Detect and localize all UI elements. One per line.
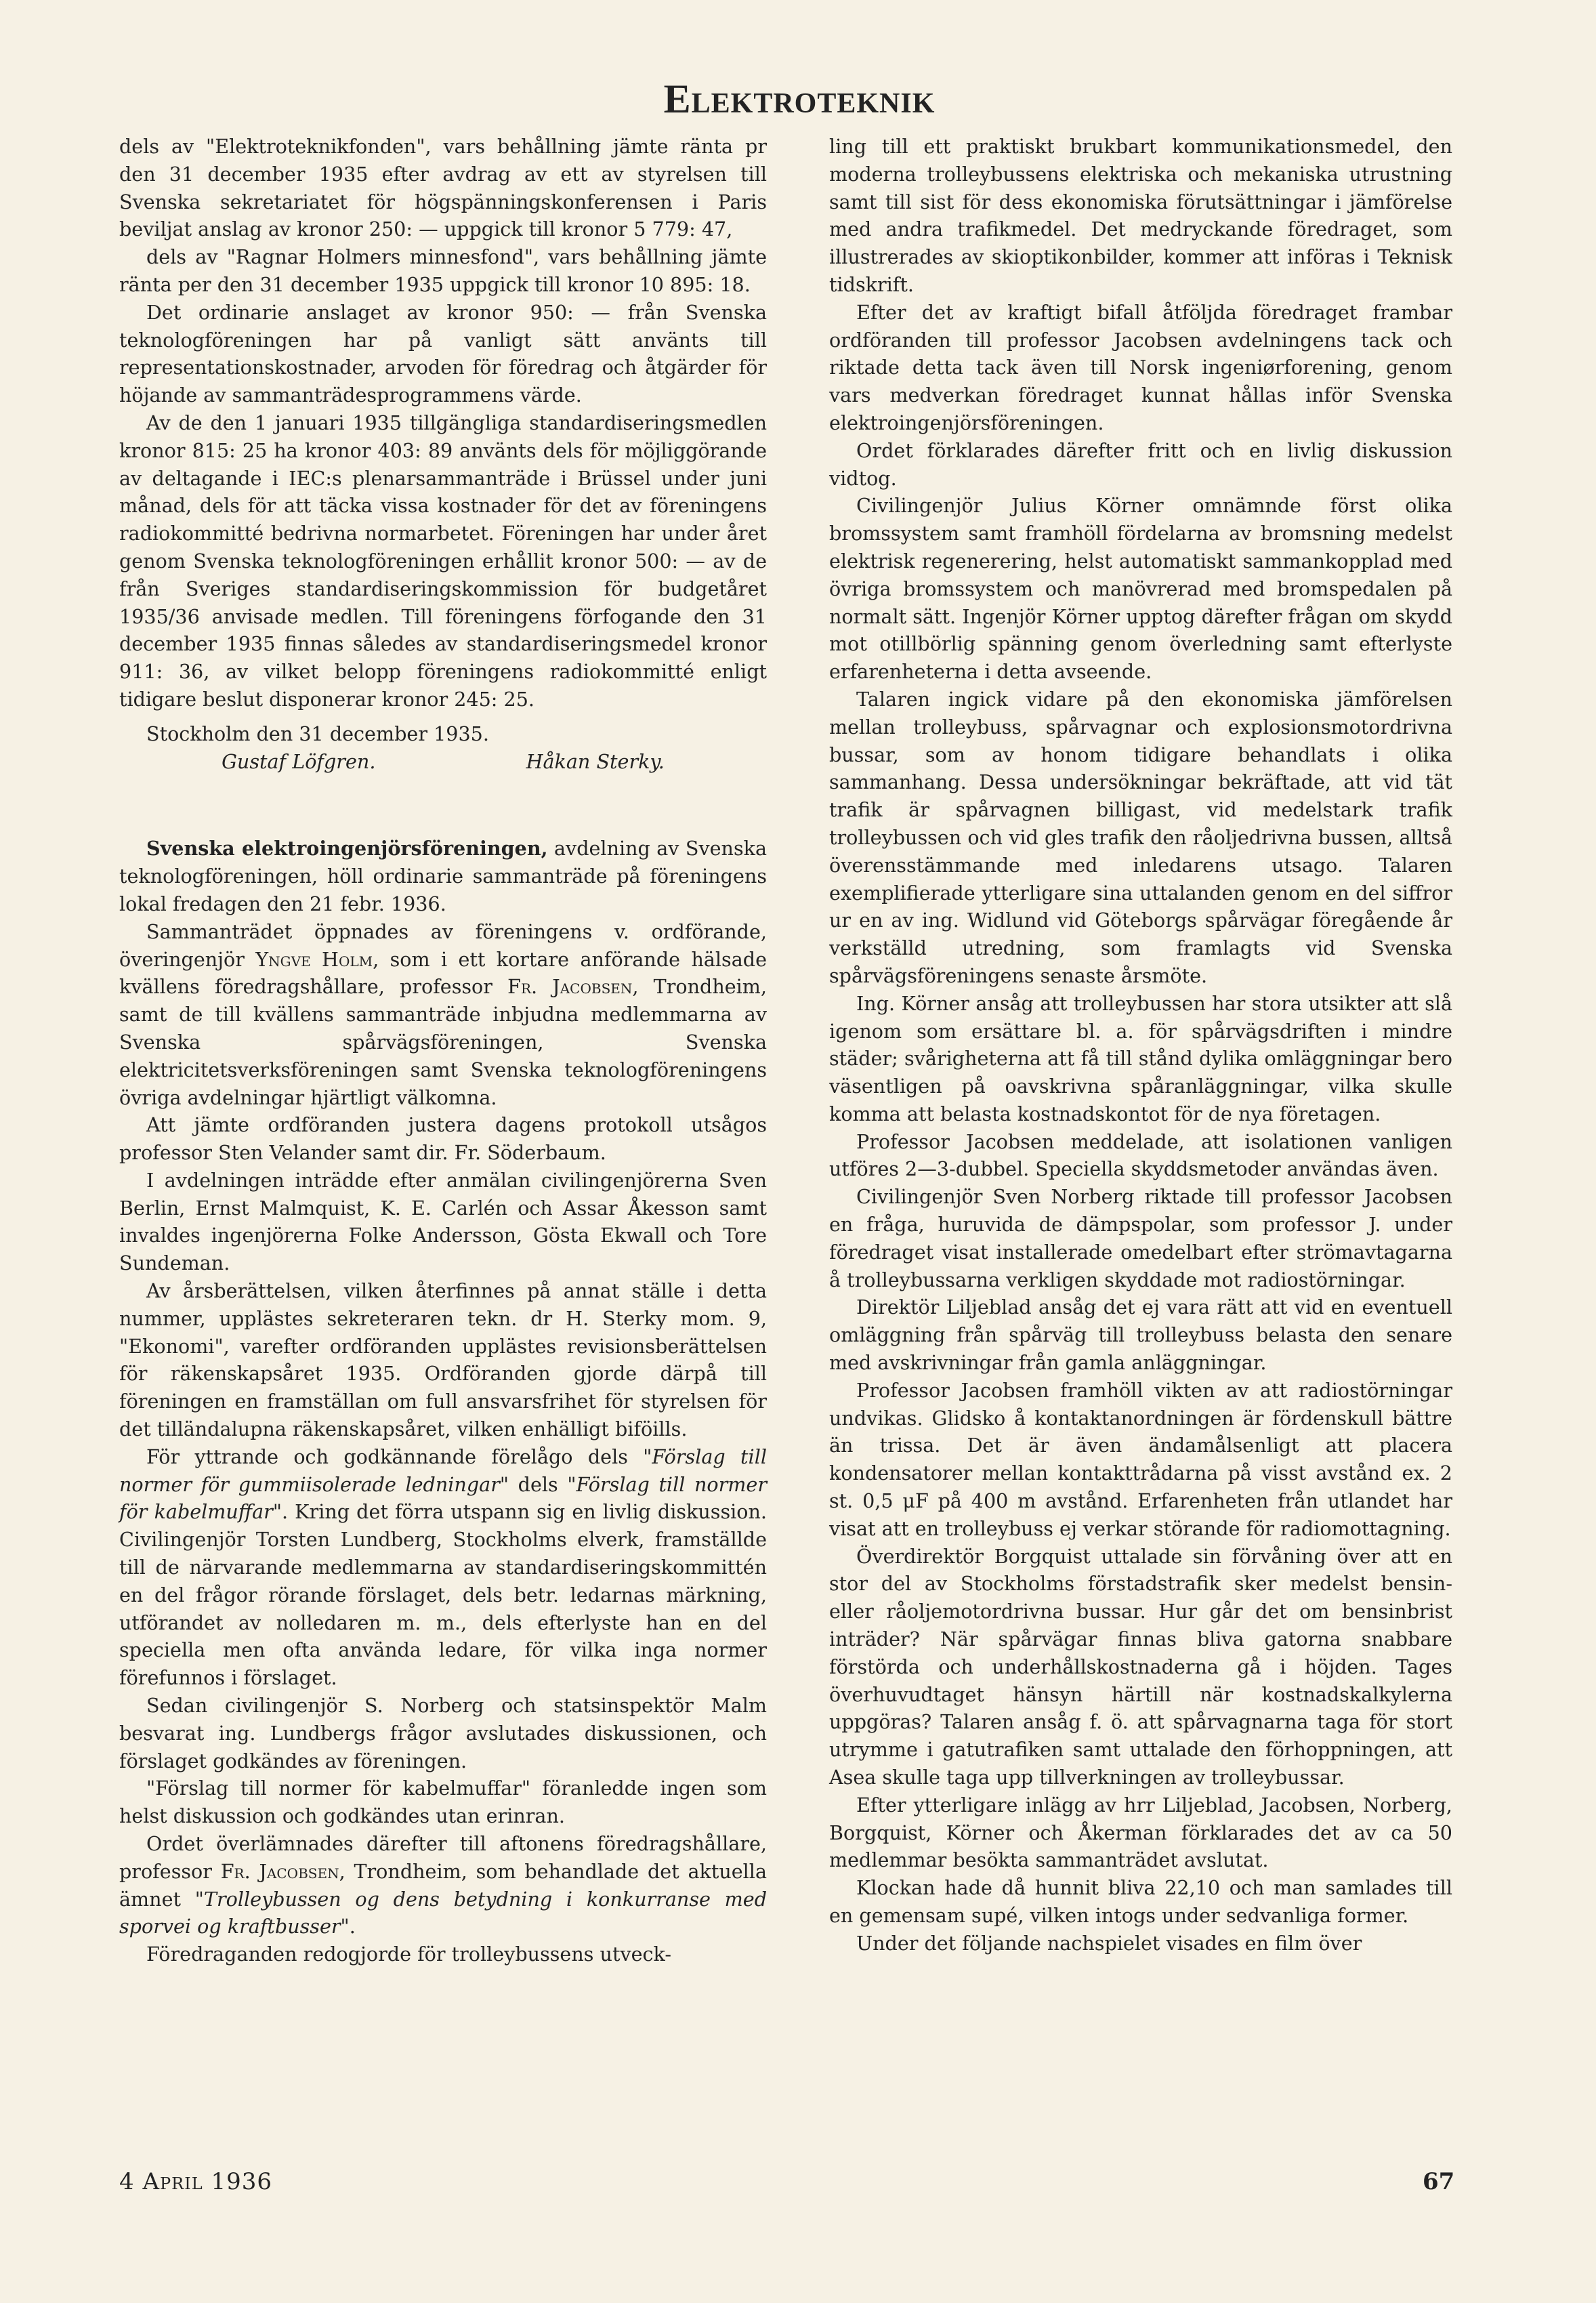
text-run: . Kring det förra utspann sig en livlig diskussion. Civilingenjör Torsten Lundberg, Stockholms elverk, framställde till de närvarande medlemmarna av standardiseringskommittén en del frågor rörande förslaget, dels betr. ledarnas märkning, utförandet av nolledaren m. m., dels efterlyste han en del speciella men ofta använda ledare, för vilka inga normer förefunnos i förslaget. (119, 1500, 767, 1690)
paragraph (119, 1830, 767, 1941)
paragraph: Klockan hade då hunnit bliva 22,10 och man samlades till en gemensam supé, vilken intogs under sedvanliga former. (829, 1876, 1452, 1927)
paragraph: Av årsberättelsen, vilken återfinnes på annat ställe i detta nummer, upplästes sekreteraren tekn. dr H. Sterky mom. 9, "Ekonomi", varefter ordföranden upplästes revisionsberättelsen för räkenskapsåret 1935. Ordföranden gjorde därpå till föreningen en framställan om full ansvarsfrihet för styrelsen för det tilländalupna räkenskapsåret, vilken enhälligt biföills. (119, 1279, 767, 1441)
person-name: Fr. Jacobsen (220, 1859, 339, 1883)
text-run: , som i ett kortare anförande hälsade kvällens föredragshållare, professor (119, 947, 768, 999)
text-run: Ordet överlämnades därefter till aftonens föredragshållare, professor (119, 1832, 767, 1883)
page-number: 67 (1423, 2168, 1455, 2195)
paragraph: Ing. Körner ansåg att trolleybussen har stora utsikter att slå igenom som ersättare bl. a. för spårvägsdriften i mindre städer; svårigheterna att få till stånd dylika omläggningar bero väsentligen på oavskrivna spåranläggningar, vilka skulle komma att belasta kostnadskontot för de nya företagen. (829, 991, 1452, 1125)
paragraph: ling till ett praktiskt brukbart kommunikationsmedel, den moderna trolleybussens elektriska och mekaniska utrustning samt till sist för dess ekonomiska förutsättningar i jämförelse med andra trafikmedel. Det medryckande föredraget, som illustrerades av skioptikonbilder, kommer att införas i Teknisk tidskrift. (829, 135, 1452, 296)
paragraph: Av de den 1 januari 1935 tillgängliga standardiseringsmedlen kronor 815: 25 ha kronor 403: 89 använts dels för möjliggörande av deltagande i IEC:s plenarsammanträde i Brüssel under juni månad, dels för att täcka vissa kostnader för det av föreningens radiokommitté bedrivna normarbetet. Föreningen har under året genom Svenska teknologföreningen erhållit kronor 500: — av de från Sveriges standardiseringskommission för budgetåret 1935/36 anvisade medlen. Till föreningens förfogande den 31 december 1935 finnas således av standardiseringsmedel kronor 911: 36, av vilket belopp föreningens radiokommitté enligt tidigare beslut disponerar kronor 245: 25. (119, 411, 767, 711)
paragraph: Under det följande nachspielet visades en film över (856, 1931, 1362, 1955)
issue-date (119, 2168, 272, 2195)
right-column (829, 133, 1452, 1957)
text-run: . (349, 1915, 356, 1938)
signatures (119, 748, 767, 776)
paragraph: Professor Jacobsen framhöll vikten av att radiostörningar undvikas. Glidsko å kontaktanordningen är fördenskull bättre än trissa. Det är även ändamålsenligt att placera kondensatorer mellan kontakttrådarna på visst avstånd ex. 2 st. 0,5 μF på 400 m avstånd. Erfarenheten från utlandet har visat att en trolleybuss ej verkar störande för radiomottagning. (829, 1378, 1452, 1540)
meeting-intro: avdelning av Svenska teknologföreningen, höll ordinarie sammanträde på föreningens lokal fredagen den 21 febr. 1936. (119, 837, 767, 915)
paragraph-date: Stockholm den 31 december 1935. (146, 722, 489, 745)
text-run: Sammanträdet öppnades av föreningens v. ordförande, överingenjör (119, 919, 767, 971)
page-title: Elektroteknik (663, 77, 936, 121)
paragraph: Professor Jacobsen meddelade, att isolationen vanligen utföres 2—3-dubbel. Speciella skyddsmetoder användas även. (829, 1129, 1452, 1181)
paragraph: dels av "Elektroteknikfonden", vars behållning jämte ränta pr den 31 december 1935 efter avdrag av ett av styrelsen till Svenska sekretariatet för högspänningskonferensen i Paris beviljat anslag av kronor 250: — uppgick till kronor 5 779: 47, (119, 135, 767, 241)
text-run: , Trondheim, som behandlade det aktuella ämnet (119, 1859, 767, 1911)
person-name: Fr. Jacobsen (507, 975, 633, 999)
text-run: , Trondheim, samt de till kvällens sammanträde inbjudna medlemmarna av Svenska spårvägsföreningen, Svenska elektricitetsverksföreningen samt Svenska teknologföreningens övriga avdelningar hjärtligt välkomna. (119, 975, 768, 1109)
text-run: dels (509, 1472, 568, 1496)
paragraph: "Förslag till normer för kabelmuffar" föranledde ingen som helst diskussion och godkändes utan erinran. (119, 1777, 767, 1828)
text-run: För yttrande och godkännande förelågo dels (146, 1445, 644, 1468)
section-gap (119, 775, 767, 835)
paragraph: Efter det av kraftigt bifall åtföljda föredraget frambar ordföranden till professor Jacobsen avdelningens tack och riktade detta tack även till Norsk ingeniørforening, genom vars medverkan föredraget kunnat hållas inför Svenska elektroingenjörsföreningen. (829, 300, 1452, 434)
issue-month: April (142, 2168, 203, 2195)
paragraph: Att jämte ordföranden justera dagens protokoll utsågos professor Sten Velander samt dir. Fr. Söderbaum. (119, 1113, 767, 1165)
paragraph: Ordet förklarades därefter fritt och en livlig diskussion vidtog. (829, 438, 1452, 490)
signature: Gustaf Löfgren. (222, 749, 376, 773)
paragraph: Civilingenjör Julius Körner omnämnde först olika bromssystem samt framhöll fördelarna av bromsning medelst elektrisk regenerering, helst automatiskt sammankopplad med övriga bromssystem och manövrerad med bromspedalen på normalt sätt. Ingenjör Körner upptog därefter frågan om skydd mot otillbörlig spänning genom överledning samt efterlyste erfarenheterna i detta avseende. (829, 494, 1452, 684)
issue-day: 4 (119, 2168, 135, 2195)
paragraph: I avdelningen inträdde efter anmälan civilingenjörerna Sven Berlin, Ernst Malmquist, K. E. Carlén och Assar Åkesson samt invaldes ingenjörerna Folke Andersson, Gösta Ekwall och Tore Sundeman. (119, 1168, 767, 1275)
paragraph (119, 918, 767, 1112)
meeting-intro-paragraph (119, 835, 767, 917)
paragraph: dels av "Ragnar Holmers minnesfond", vars behållning jämte ränta per den 31 december 1935 uppgick till kronor 10 895: 18. (119, 245, 767, 296)
paragraph: Efter ytterligare inlägg av hrr Liljeblad, Jacobsen, Norberg, Borgquist, Körner och Åkerman förklarades det av ca 50 medlemmar besökta sammanträdet avslutat. (829, 1793, 1452, 1872)
issue-year: 1936 (211, 2168, 272, 2195)
left-column (119, 133, 767, 1968)
signature: Håkan Sterky. (526, 749, 665, 773)
paragraph: Föredraganden redogjorde för trolleybussens utveck- (146, 1943, 672, 1966)
norm-title: "Förslag till normer för kabelmuffar" (119, 1472, 767, 1524)
norm-title: "Förslag till normer för gummiisolerade ledningar" (119, 1445, 767, 1496)
person-name: Yngve Holm (255, 947, 373, 971)
paragraph: Det ordinarie anslaget av kronor 950: — från Svenska teknologföreningen har på vanligt sätt använts till representationskostnader, arvoden för föredrag och åtgärder för höjande av sammanträdesprogrammens värde. (119, 300, 767, 407)
paragraph: Talaren ingick vidare på den ekonomiska jämförelsen mellan trolleybuss, spårvagnar och explosionsmotordrivna bussar, som av honom tidigare behandlats i olika sammanhang. Dessa undersökningar bekräftade, att vid tät trafik är spårvagnen billigast, vid medelstark trafik trolleybussen och vid gles trafik den råoljedrivna bussen, alltså överensstämmande med inledarens utsago. Talaren exemplifierade ytterligare sina uttalanden genom en del siffror ur en av ing. Widlund vid Göteborgs spårvägar föregående år verkställd utredning, som framlagts vid Svenska spårvägsföreningens senaste årsmöte. (829, 687, 1452, 987)
paragraph: Civilingenjör Sven Norberg riktade till professor Jacobsen en fråga, huruvida de dämpspolar, som professor J. under föredraget visat installerade omedelbart efter strömavtagarna å trolleybussarna verkligen skyddade mot radiostörningar. (829, 1185, 1452, 1291)
paragraph (119, 1443, 767, 1692)
paragraph: Direktör Liljeblad ansåg det ej vara rätt att vid en eventuell omläggning från spårväg till trolleybuss belasta den senare med avskrivningar från gamla anläggningar. (829, 1295, 1452, 1375)
paragraph: Sedan civilingenjör S. Norberg och statsinspektör Malm besvarat ing. Lundbergs frågor avslutades diskussionen, och förslaget godkändes av föreningen. (119, 1694, 767, 1772)
paragraph: Överdirektör Borgquist uttalade sin förvåning över att en stor del av Stockholms förstadstrafik sker medelst bensin- eller råoljemotordrivna bussar. Hur går det om bensinbrist inträder? När spårvägar finnas bliva gatorna snabbare förstörda och underhållskostnaderna gå i höjden. Tages överhuvudtaget hänsyn härtill när kostnadskalkylerna uppgöras? Talaren ansåg f. ö. att spårvagnarna taga för stort utrymme i gatutrafiken samt uttalade den förhoppningen, att Asea skulle taga upp tillverkningen av trolleybussar. (829, 1544, 1452, 1789)
meeting-heading: Svenska elektroingenjörsföreningen, (146, 837, 548, 860)
lecture-title: "Trolleybussen og dens betydning i konkurranse med sporvei og kraftbusser" (119, 1887, 768, 1938)
